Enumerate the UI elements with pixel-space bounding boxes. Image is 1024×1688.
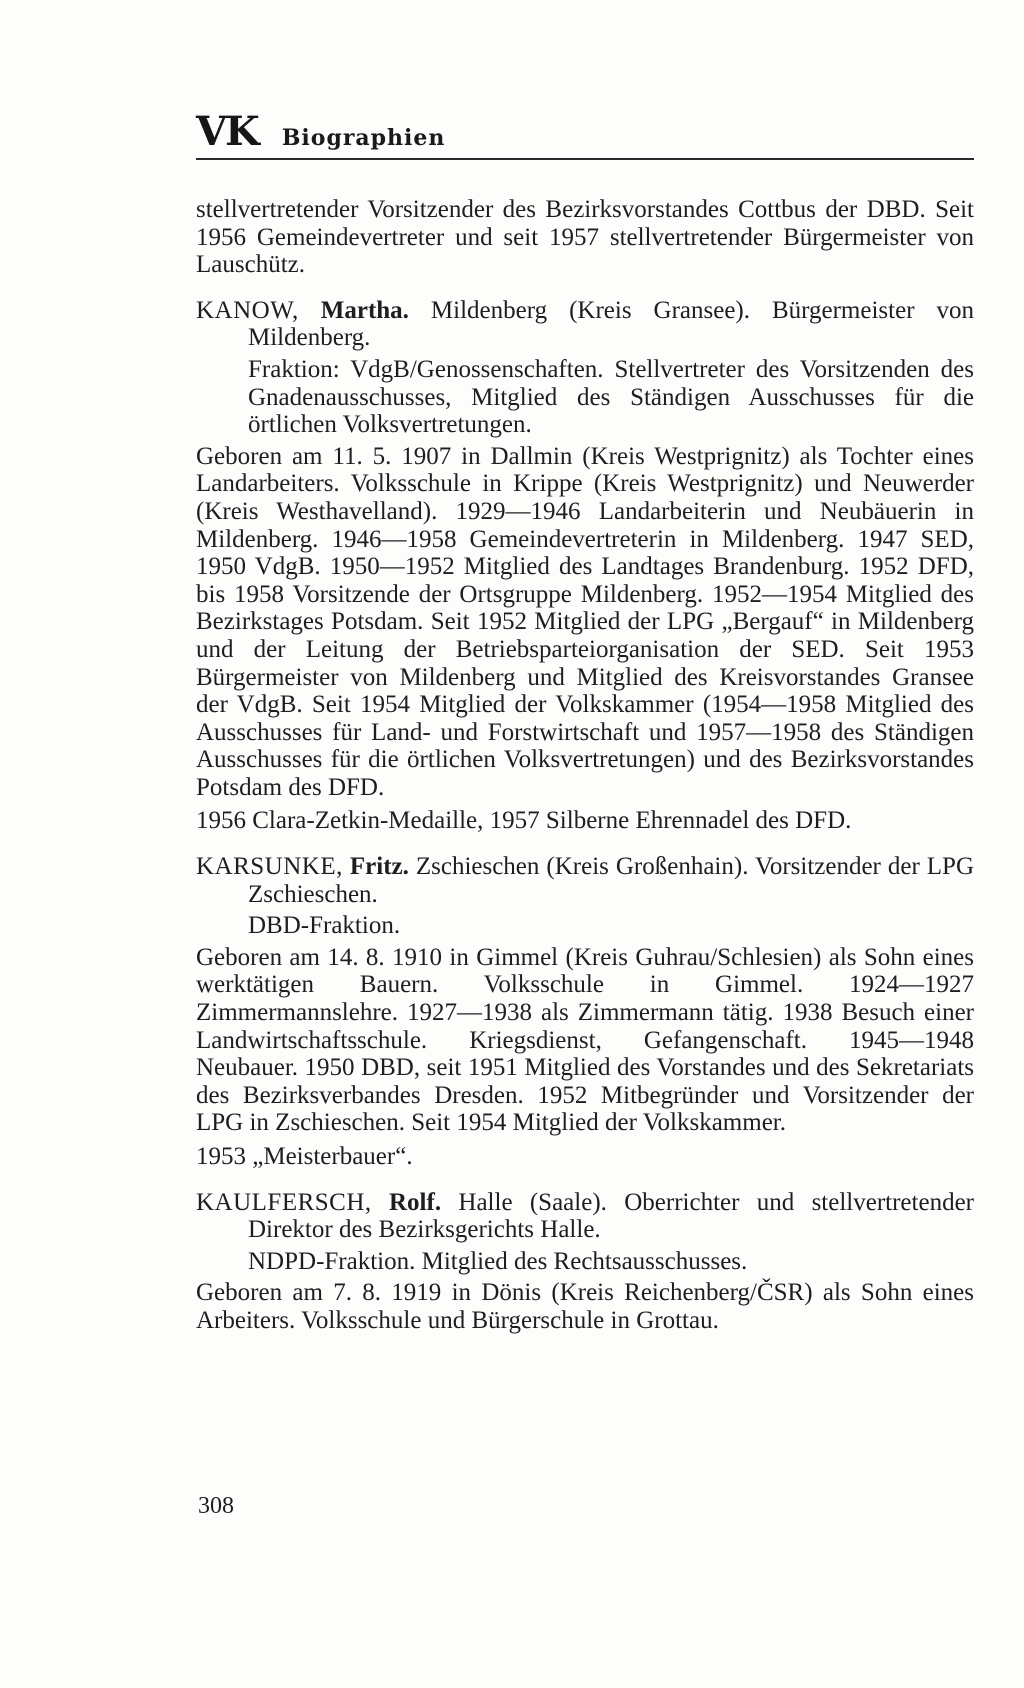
biography-entry xyxy=(196,853,974,1171)
entry-heading xyxy=(196,297,974,352)
page-number: 308 xyxy=(198,1493,234,1519)
entry-awards: 1953 „Meisterbauer“. xyxy=(196,1143,413,1170)
biography-entry xyxy=(196,1189,974,1335)
entry-surname: KANOW, xyxy=(196,296,299,324)
entry-surname: KAULFERSCH, xyxy=(196,1188,372,1216)
biography-entry xyxy=(196,297,974,835)
entry-heading xyxy=(196,853,974,908)
entry-heading xyxy=(196,1189,974,1244)
entry-biography: Geboren am 7. 8. 1919 in Dönis (Kreis Reichenberg/ČSR) als Sohn eines Arbeiters. Volksschule und Bürgerschule in Grottau. xyxy=(196,1279,974,1334)
volkskammer-mark: VK xyxy=(196,108,258,155)
entry-faction: Fraktion: VdgB/Genossenschaften. Stellvertreter des Vorsitzenden des Gnadenausschusses, Mitglied des Ständigen Ausschusses für die örtlichen Volksvertretungen. xyxy=(248,355,974,439)
entry-faction: DBD-Fraktion. xyxy=(248,912,401,940)
entry-faction: NDPD-Fraktion. Mitglied des Rechtsausschusses. xyxy=(248,1247,748,1275)
entry-position: Mildenberg (Kreis Gransee). Bürgermeister von Mildenberg. xyxy=(248,296,974,352)
entry-biography: Geboren am 14. 8. 1910 in Gimmel (Kreis Guhrau/Schlesien) als Sohn eines werktätigen Bauern. Volksschule in Gimmel. 1924—1927 Zimmermannslehre. 1927—1938 als Zimmermann tätig. 1938 Besuch einer Landwirtschaftsschule. Kriegsdienst, Gefangenschaft. 1945—1948 Neubauer. 1950 DBD, seit 1951 Mitglied des Vorstandes und des Sekretariats des Bezirksverbandes Dresden. 1952 Mitbegründer und Vorsitzender der LPG in Zschieschen. Seit 1954 Mitglied der Volkskammer. xyxy=(196,943,974,1137)
entry-surname: KARSUNKE, xyxy=(196,853,343,881)
entry-given-name: Fritz. xyxy=(349,853,409,881)
entry-position: Zschieschen (Kreis Großenhain). Vorsitzender der LPG Zschieschen. xyxy=(248,853,975,908)
page-body xyxy=(196,196,974,1335)
running-header xyxy=(196,108,974,160)
entry-biography: Geboren am 11. 5. 1907 in Dallmin (Kreis Westprignitz) als Tochter eines Landarbeiters. Volksschule in Krippe (Kreis Westprignitz) und Neuwerder (Kreis Westhavelland). 1929—1946 Landarbeiterin und Neubäuerin in Mildenberg. 1946—1958 Gemeindevertreterin in Mildenberg. 1947 SED, 1950 VdgB. 1950—1952 Mitglied des Landtages Brandenburg. 1952 DFD, bis 1958 Vorsitzende der Ortsgruppe Mildenberg. 1952—1954 Mitglied des Bezirkstages Potsdam. Seit 1952 Mitglied der LPG „Bergauf“ in Mildenberg und der Leitung der Betriebsparteiorganisation der SED. Seit 1953 Bürgermeister von Mildenberg und Mitglied des Kreisvorstandes Gransee der VdgB. Seit 1954 Mitglied der Volkskammer (1954—1958 Mitglied des Ausschusses für Land- und Forstwirtschaft und 1957—1958 des Ständigen Ausschusses für die örtlichen Volksvertretungen) und des Bezirksvorstandes Potsdam des DFD. xyxy=(196,442,974,801)
entry-awards: 1956 Clara-Zetkin-Medaille, 1957 Silberne Ehrennadel des DFD. xyxy=(196,807,852,835)
section-title: Biographien xyxy=(281,125,446,151)
continued-paragraph: stellvertretender Vorsitzender des Bezirksvorstandes Cottbus der DBD. Seit 1956 Gemeindevertreter und seit 1957 stellvertretender Bürgermeister von Lauschütz. xyxy=(196,196,974,279)
entry-position: Halle (Saale). Oberrichter und stellvertretender Direktor des Bezirksgerichts Halle. xyxy=(248,1188,974,1244)
entry-given-name: Rolf. xyxy=(389,1188,442,1216)
entry-given-name: Martha. xyxy=(320,296,409,324)
